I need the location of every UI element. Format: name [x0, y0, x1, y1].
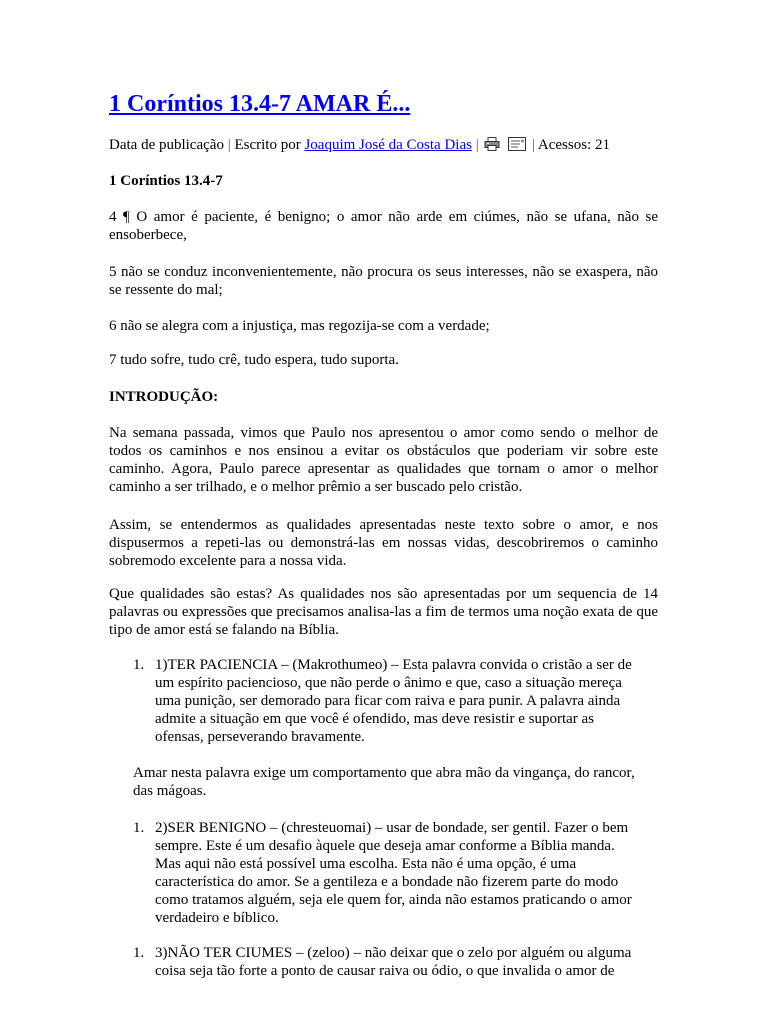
email-icon[interactable]	[508, 137, 526, 156]
verse-6: 6 não se alegra com a injustiça, mas regozija-se com a verdade;	[109, 318, 490, 334]
list-note: Amar nesta palavra exige um comportamento que abra mão da vingança, do rancor, das mágoas.	[133, 765, 635, 799]
list-number: 1.	[133, 945, 145, 961]
page-title	[109, 89, 410, 119]
verse-4: 4 ¶ O amor é paciente, é benigno; o amor não arde em ciúmes, não se ufana, não se ensoberbece,	[109, 209, 658, 243]
written-by-label: Escrito por	[234, 137, 301, 153]
reference-heading: 1 Coríntios 13.4-7	[109, 173, 223, 189]
intro-heading: INTRODUÇÃO:	[109, 389, 219, 405]
list-item-text: 2)SER BENIGNO – (chresteuomai) – usar de bondade, ser gentil. Fazer o bem sempre. Este é um desafio àquele que deseja amar conforme a Bíblia manda. Mas aqui não está possível uma escolha. Esta não é uma opção, é uma característica do amor. Se a gentileza e a bondade não fizerem parte do modo como tratamos alguém, seja ele quem for, ainda não estamos praticando o amor verdadeiro e bíblico.	[155, 820, 632, 926]
intro-paragraph: Que qualidades são estas? As qualidades nos são apresentadas por um sequencia de 14 palavras ou expressões que precisamos analisa-las a fim de termos uma noção exata de que tipo de amor está se falando na Bíblia.	[109, 586, 658, 638]
publication-date-label: Data de publicação	[109, 137, 224, 153]
list-item-text: 3)NÃO TER CIUMES – (zeloo) – não deixar que o zelo por alguém ou alguma coisa seja tão forte a ponto de causar raiva ou ódio, o que invalida o amor de	[155, 945, 632, 979]
access-count: Acessos: 21	[537, 137, 610, 153]
separator: |	[227, 137, 231, 153]
list-number: 1.	[133, 657, 145, 673]
verse-7: 7 tudo sofre, tudo crê, tudo espera, tudo suporta.	[109, 352, 399, 368]
list-item-text: 1)TER PACIENCIA – (Makrothumeo) – Esta palavra convida o cristão a ser de um espírito pacienciosо, que não perde o ânimo e que, caso a situação mereça uma punição, ser demorado para ficar com raiva e para punir. A palavra ainda admite a situação em que você é ofendido, mas deve resistir e suportar as ofensas, perseverando bravamente.	[155, 657, 632, 745]
verse-5: 5 não se conduz inconvenientemente, não procura os seus interesses, não se exaspera, não se ressente do mal;	[109, 264, 658, 298]
separator: |	[475, 137, 479, 153]
intro-paragraph: Na semana passada, vimos que Paulo nos apresentou o amor como sendo o melhor de todos os caminhos e nos ensinou a evitar os obstáculos que poderiam vir sobre este caminho. Agora, Paulo parece apresentar as qualidades que tornam o amor o melhor caminho a ser trilhado, e o melhor prêmio a ser buscado pelo cristão.	[109, 425, 658, 495]
list-number: 1.	[133, 820, 145, 836]
intro-paragraph: Assim, se entendermos as qualidades apresentadas neste texto sobre o amor, e nos dispusermos a repeti-las ou demonstrá-las em nossas vidas, descobriremos o caminho sobremodo excelente para a nossa vida.	[109, 517, 658, 569]
title-link[interactable]: 1 Coríntios 13.4-7 AMAR É...	[109, 91, 411, 117]
author-link[interactable]: Joaquim José da Costa Dias	[304, 137, 472, 153]
separator: |	[531, 137, 535, 153]
printer-icon[interactable]	[484, 137, 500, 156]
article-meta	[109, 136, 610, 156]
